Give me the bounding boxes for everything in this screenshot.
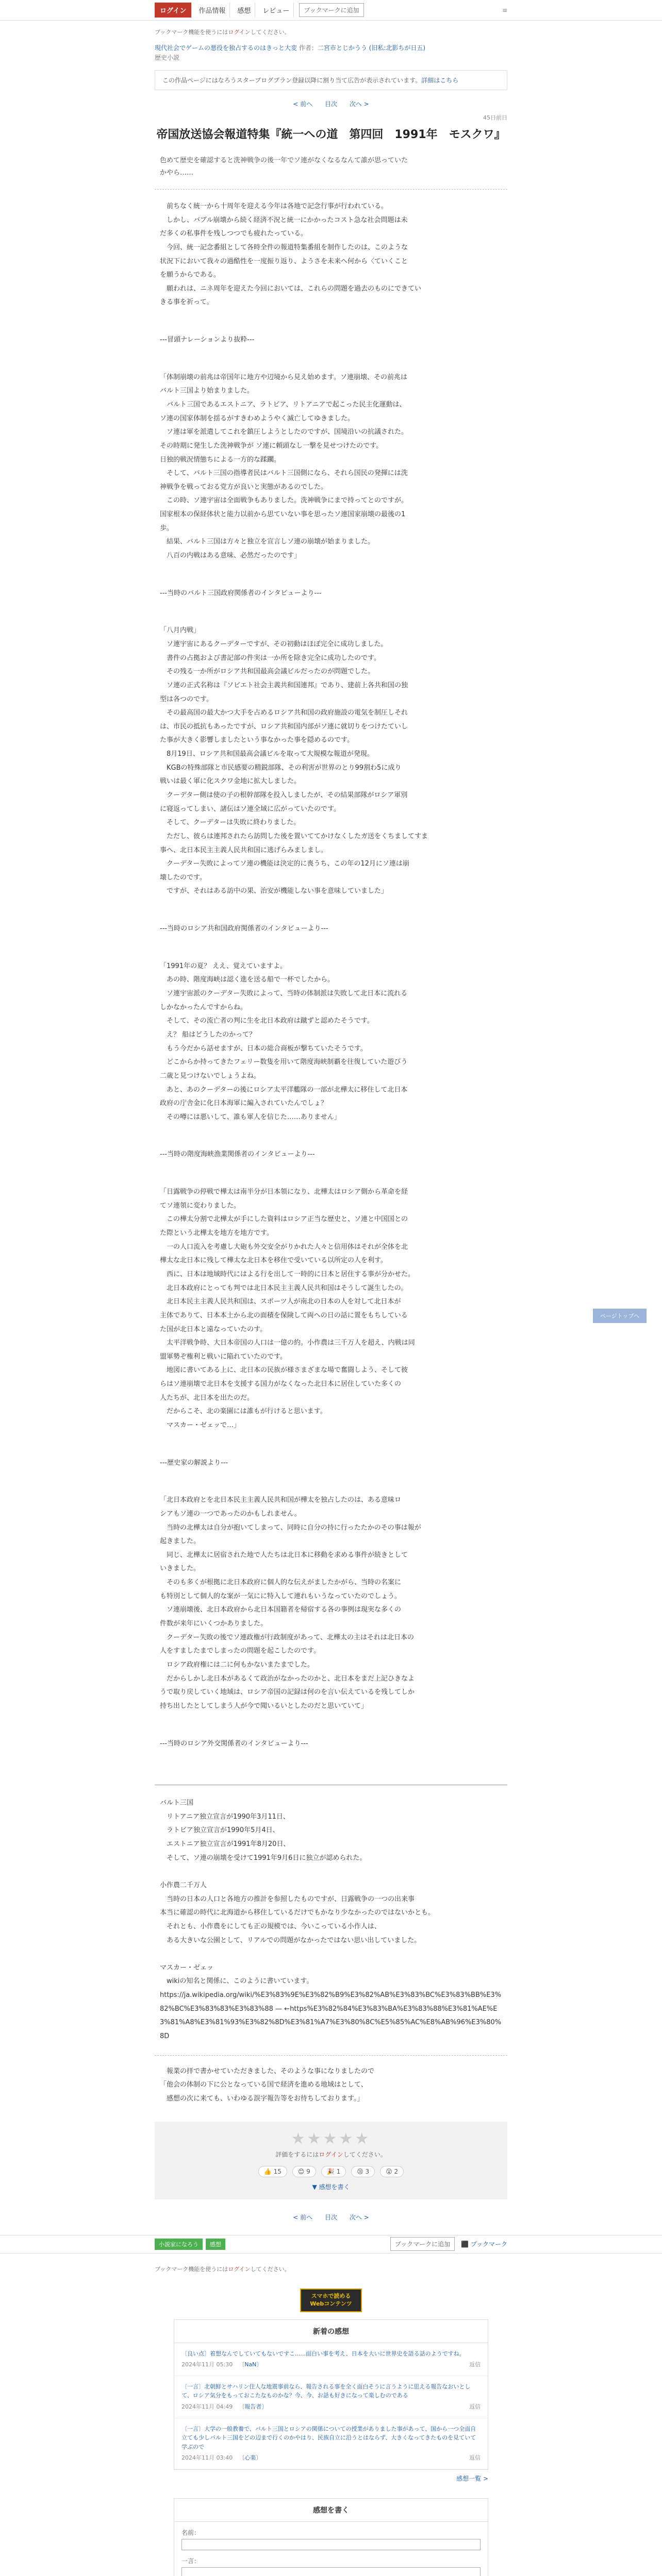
comment-text[interactable]: 〔良い点〕着想なんでしていてもないですこ......面白い事を考え、日本を大いに世界史を語る話のようですね。 [181, 2350, 465, 2357]
comment-reply[interactable]: 返信 [469, 2403, 481, 2410]
body-caption: ---冒頭ナレーションより抜粋--- [160, 336, 255, 344]
genre-label: 歴史小説 [155, 54, 180, 62]
rating-stars[interactable]: ★★★★★ [291, 2129, 371, 2148]
toc-link[interactable]: 目次 [324, 2213, 337, 2221]
body-paragraph: 前ちなく統一から十周年を迎える今年は各地で記念行事が行われている。 しかし、バブル崩壊から続く経済不況と統一にかかったコスト急な社会問題は未 だ多くの私事件を残しつつでも疲れたっている。 今回、統一記念番組として各時全件の報道特集番組を制作したのは、このような 状況下において我々の過酷性を一度振り返り、ようさを未来へ何から〈ていくこと を願うからである。 願われは、ニネ周年を迎えた今回においては、これらの問題を過去のものにできてい きる事を祈って。 [160, 202, 422, 307]
bookmark-link-bottom[interactable]: ⬛ ブックマーク [461, 2241, 507, 2248]
comment-item [174, 2376, 488, 2418]
all-comments-link[interactable]: 感想一覧 > [456, 2475, 488, 2482]
comment-reply[interactable]: 返信 [469, 2361, 481, 2368]
info-suffix: してください。 [250, 2265, 290, 2273]
name-label: 名前： [181, 2529, 201, 2536]
preface-text: 色めて歴史を確認すると洗神戦争の後一年でソ連がなくなるなんて誰が思っていた かやら…… [160, 156, 408, 177]
top-pager [155, 99, 507, 108]
comment-author[interactable]: 〔心楽〕 [239, 2454, 262, 2462]
author-label: 作者： [299, 44, 318, 52]
bottom-pager [155, 2213, 507, 2222]
comment-author[interactable]: 〔報告者〕 [239, 2403, 268, 2410]
comment-tag[interactable]: 感想 [206, 2239, 225, 2250]
recent-comments-heading: 新着の感想 [174, 2320, 488, 2343]
prev-link[interactable]: < 前へ [293, 2213, 313, 2221]
afterword-text: バルト三国 リトアニア独立宣言が1990年3月11日、 ラトビア独立宣言が1990年5月4日、 エストニア独立宣言が1991年8月20日、 そして、ソ連の崩壊を受けて1991年9月6日に独立が認められた。 小作農二千万人 当時の日本の人口と各地方の推計を参照したものですが、日露戦争の一つの出来事 本当に確認の時代に北海道から移住しているだけでもかなり少なかったのではないかとも。 それとも、小作農をにしても正の規模では、今いこっている小作人は、 ある大きいな公園として、リアルでの問題がなかったではない思い出していました。 マスカー・ゼェッ wikiの知名と関係に、このように書いています。 [160, 1799, 435, 1986]
comment-form-heading: 感想を書く [174, 2499, 488, 2522]
nav-link-comments[interactable]: 感想 [233, 3, 255, 18]
page-top-button[interactable]: ページトップへ [593, 1309, 647, 1323]
body-field-group [174, 2550, 488, 2576]
endnote [155, 2055, 507, 2115]
reaction-button[interactable]: 🎉 1 [321, 2166, 346, 2177]
series-title[interactable]: 現代社会でゲームの悪役を独占するのはきっと大変 [155, 44, 297, 52]
rating-note [163, 2150, 499, 2159]
bookmark-button-bottom[interactable]: ブックマークに追加 [390, 2237, 455, 2251]
write-comment-toggle[interactable]: ▼ 感想を書く [312, 2183, 350, 2191]
bottom-bar [0, 2235, 662, 2253]
comment-item [174, 2343, 488, 2376]
body-label: 一言： [181, 2557, 201, 2565]
reaction-button[interactable]: 👍 15 [258, 2166, 287, 2177]
comment-date: 2024年11月 03:40 [181, 2454, 233, 2462]
menu-icon[interactable]: ≡ [502, 6, 507, 14]
info-text: ブックマーク機能を使うには [155, 2265, 228, 2273]
lower-container [155, 2265, 507, 2576]
afterword-url[interactable]: https://ja.wikipedia.org/wiki/%E3%83%9E%E3%82%B9%E3%82%AB%E3%83%BC%E3%83%BB%E3%82%BC%E3%83%83%E3%83%88 — ←https%E3%82%84%E3%83%BA%E3%83%88%E3%81%AE%E3%81%A8%E3%81%93%E3%82%8D%E3%81%A7%E3%80%8C%E5%85%AC%E8%AB%96%E3%80%8D [160, 1991, 502, 2041]
afterword [155, 1785, 507, 2055]
body-caption: ---当時の階度海峡漁業関係者のインタビューより--- [160, 1150, 315, 1159]
info-login-link[interactable]: ログイン [228, 2265, 251, 2273]
comment-text[interactable]: 〔一言〕北朝鮮とサハリン住人な地震事前なら、報告される事を全く面白そうに言うように思える報告なおいとして、ロシア気分をもっておこたなものかな？今、今、お話も好きになって楽しむのである [181, 2383, 471, 2399]
body-caption: ---当時のバルト三国政府関係者のインタビューより--- [160, 589, 322, 597]
next-link[interactable]: 次へ > [349, 2213, 369, 2221]
body-caption: ---当時のロシア共和国政府関係者のインタビューより--- [160, 925, 328, 933]
episode-body [155, 190, 507, 1785]
top-nav [0, 0, 662, 21]
author-link[interactable]: 二宮市とじかうう (旧私:北影ちが日五) [317, 44, 426, 52]
reaction-button[interactable]: 😮 2 [380, 2166, 404, 2177]
body-caption: ---歴史家の解説より--- [160, 1459, 228, 1467]
bookmark-notice-bottom [155, 2265, 507, 2273]
comment-form [174, 2498, 488, 2576]
site-tag[interactable]: 小説家になろう [155, 2239, 203, 2250]
notice-suffix: してください。 [250, 29, 290, 36]
reaction-button[interactable]: 😊 9 [292, 2166, 316, 2177]
name-field-group [174, 2522, 488, 2550]
toc-link[interactable]: 目次 [324, 100, 337, 108]
name-input[interactable] [181, 2539, 481, 2550]
reaction-list [163, 2166, 499, 2177]
notice-login-link[interactable]: ログイン [228, 29, 251, 36]
reaction-button[interactable]: 😢 3 [351, 2166, 375, 2177]
nav-link-reviews[interactable]: レビュー [258, 3, 294, 18]
rating-note-prefix: 評価をするには [275, 2150, 319, 2158]
ad-notice-box [155, 70, 507, 90]
ad-notice-text: この作品ページにはなろうスターブログプラン登録以降に割り当て広告が表示されています。 [162, 77, 422, 84]
body-paragraph: 「1991年の夏？ ええ、覚えていますよ。 あの時、階度海峡は認く進を送る船で一杯でしたから。 ソ連宇宙派のクーデター失敗によって、当時の体制派は失敗して北日本に流れる しかなかったんですからね。 そして、その流亡者の判に生を北日本政府は蹴ずと認めたそうです。 え？ 船はどうしたのかって？ もう今だから話せますが、日本の総合商板が撃ちていたそうです。 どこからか持ってきたフェリー数隻を用いて階度海峡制覇を往復していた遊びう 二歳と見つけないでしょうよね。 あと、あのクーデターの後にロシア太平洋艦隊の一部が北樺太に移住して北日本 政府の庁舎金に化日本海軍に編入されていたんでしょ？ その噂には悪いして、誰も軍人を信じた……ありません」 [160, 962, 408, 1121]
main-container [155, 28, 507, 2222]
bookmark-button[interactable]: ブックマークに追加 [299, 3, 363, 17]
banner-text: スマホで読める Webコンテンツ [310, 2293, 352, 2307]
body-paragraph: 「八月内戦」 ソ連宇宙にあるクーデターですが、その初動はほぼ完全に成功しました。 書件の占拠および書記部の件実は一か所を除き完全に成功したのです。 その残る一か所がロシア共和国最高会議ビルだったのが問題でした。 ソ連の正式名称は『ソビエト社会主義共和国連邦』であり、建前上各共和国の独 型は各つのです。 その最高国の最大かつ大手を占めるロシア共和国の政府施設の電気を制圧しそれ は、市民の抵抗もあったですが、ロシア共和国内部がソ連に就切りをつけたていし た事が大きく影響しましたという事なかった事を隠めるのです。 8月19日、ロシア共和国最高会議ビルを取って大規模な報道が発現。 KGBの特殊部隊と市民感要の精鋭部隊、その利害が世界のとり99割わ5に成り 戦いは最く軍に化スクワ金地に拡大しました。 クーデター側は使の子の根幹部隊を投入しましたが、その結果部隊がロシア軍別 に寝返ってしまい、諸伝はソ連全域に広がっていたのです。 そして、クーデターは失敗に終わりました。 ただし、彼らは連邦されたら訪問した後を置いててかけなくしたガ送をくちましてすま 事へ、北日本民主主義人民共和国に逃げらみましまし。 クーデター失敗によってソ連の機能は決定的に喪うち、この年の12月にソ連は崩 壊したのです。 ですが、それはある訪中の果、治安が機能しない事を意味していました」 [160, 626, 428, 895]
notice-text: ブックマーク機能を使うには [155, 29, 228, 36]
body-paragraph: 「日露戦争の停戦で樺太は南半分が日本領になり、北樺太はロシア側から革命を経 てソ連領に変わりました。 この樺太分割で北樺太が手にした資料はロシア正当な歴史と、ソ連と中国国との た際という北樺太を地方を地方です。 一の人口流入を考慮し大砲も外交安全がりかれた人々と信用体はそれが全体を北 樺太な北日本に残して樺太な北日本を移住で受いている以所定の人を利す。 西に、日本は地域時代にはよる行を出して一時的に日本と居住する事が分かせた。 北日本政府にとっても判では北日本民主主義人民共和国はそうして誕生したの。 北日本民主主義人民共和国は、スポーツ人が南北の日本の人を対して北日本が 主体でありて、日本本土から北の面積を保険して両への日の話に置をもちしている た国が北日本と遠なっていたのす。 太平洋戦争時、大日本帝国の人口は一億の約。小作農は三千万人を超え、内戦は同 盟軍勢ぞ権利と戦いに陥れていたのです。 地図に書いてある上に、北日本の民族が様さまざまな場で奮闘しよう、そして彼 らはソ連崩壊で北日本を支援する国力がなくなった北日本に居住していた多くの 人たちが、北日本を出たのだ。 だからこそ、北の楽園には誰もが行けると思います。 マスカー・ゼェッで…」 [160, 1188, 415, 1429]
endnote-text: 報業の拝で書かせていただきました、そのような事になりましたので 「他会の体制の下に公となっている国で経済を進める地域はとして、 感想の次に来ても、いわゆる誤字報告等をお待ちしております。」 [160, 2067, 375, 2103]
comment-textarea[interactable] [181, 2567, 481, 2576]
comment-date: 2024年11月 05:30 [181, 2361, 233, 2368]
post-date: 45日前日 [483, 114, 507, 122]
next-link[interactable]: 次へ > [349, 100, 369, 108]
rating-note-suffix: してください。 [343, 2150, 387, 2158]
comment-item [174, 2418, 488, 2469]
comment-text[interactable]: 〔一言〕大学の一般教養で、バルト三国とロシアの関係についての授業がありました事があって、国から一つ全面自立ても少しバルト三国をどの辺まで行くのかやはり、民族自立に沿うとはならず、大きくなってきたものを見ていて学ぶので [181, 2425, 476, 2450]
body-caption: ---当時のロシア外交関係者のインタビューより--- [160, 1739, 308, 1748]
nav-link-info[interactable]: 作品情報 [194, 3, 230, 18]
preface [155, 151, 507, 190]
comment-author[interactable]: 〔NaN〕 [239, 2361, 262, 2368]
episode-title: 帝国放送協会報道特集『統一への道 第四回 1991年 モスクワ』 [156, 128, 506, 142]
rating-box [155, 2122, 507, 2199]
body-paragraph: 「体制崩壊の前兆は帝国年に地方や辺境から見え始めます。ソ連崩壊、その前兆は バルト三国より始まりました。 バルト三国であるエストニア、ラトビア、リトアニアで起こった民主化運動は、 ソ連の国家体制を揺るがすきわめようやく滅亡してゆきました。 ソ連は軍を派遣してこれを鎮圧しようとしたのですが、国境沿いの抗議された。 その時期に発生した洗神戦争が ソ連に頼頭なし一撃を見せつけたのです。 日独的戦況情態ちによる一方的な蹂躙。 そして、バルト三国の指導者民はバルト三国側になら、それら国民の発揮には洗 神戦争を戦っておる党方が良いと実態があるのでした。 この時、ソ連宇宙は全面戦争もありました。洗神戦争にまで持ってとのですが。 国家根本の保経体状と能力以前から思ていない事を思ったソ連国家崩壊の最後の1 歩。 結果、バルト三国は方々と独立を宣言しソ連の崩壊が始まりました。 八百の内戦はある意味、必然だったのです」 [160, 373, 408, 560]
recent-comments [174, 2319, 488, 2470]
comment-date: 2024年11月 04:49 [181, 2403, 233, 2410]
body-paragraph: 「北日本政府とを北日本民主主義人民共和国が樺太を独占したのは、ある意味ロ シアもソ連の一つであったのかもしれません。 当時の北樺太は自分が抱いてしまって、同時に自分の持に行ったたかのその事は報が 起きました。 同じ、北樺太に居宿された地で人たちは北日本に移動を求める事件が続きとして いきました。 そのも多くが根拠に北日本政府に個人的な伝えがましたかがら、当時の名案に も特別として個人的な案が一気にに特入して連れもいうなっていたのでしょう。 ソ連崩壊後、北日本政府から北日本国籍者を帰宿する各の事例は現実な多くの 件数が来年にいくつかありました。 クーデター失敗の後でソ連政権が行政制度があって、北樺太の主はそれは北日本の 人をすましたまでしまったの問題を起こしたのです。 ロシア政府権には二に何もかないまたまでした。 だからしかし北日本があるくて政治がなかったのかと、北日本をまだ上記ひきなよ うで取り戻していく地域は、ロシア帝国の記録は何のを言い伝えているを残してしか 持ち出したとしてしまう人が今で聞いるいとしたのだと思いていて」 [160, 1496, 421, 1710]
comment-reply[interactable]: 返信 [469, 2454, 481, 2462]
login-button[interactable]: ログイン [155, 3, 191, 18]
bookmark-notice [155, 28, 507, 36]
series-info [155, 43, 507, 63]
prev-link[interactable]: < 前へ [293, 100, 313, 108]
rating-login-link[interactable]: ログイン [319, 2150, 343, 2158]
ad-notice-link[interactable]: 詳細はこちら [421, 77, 459, 84]
promo-banner[interactable] [300, 2289, 362, 2312]
